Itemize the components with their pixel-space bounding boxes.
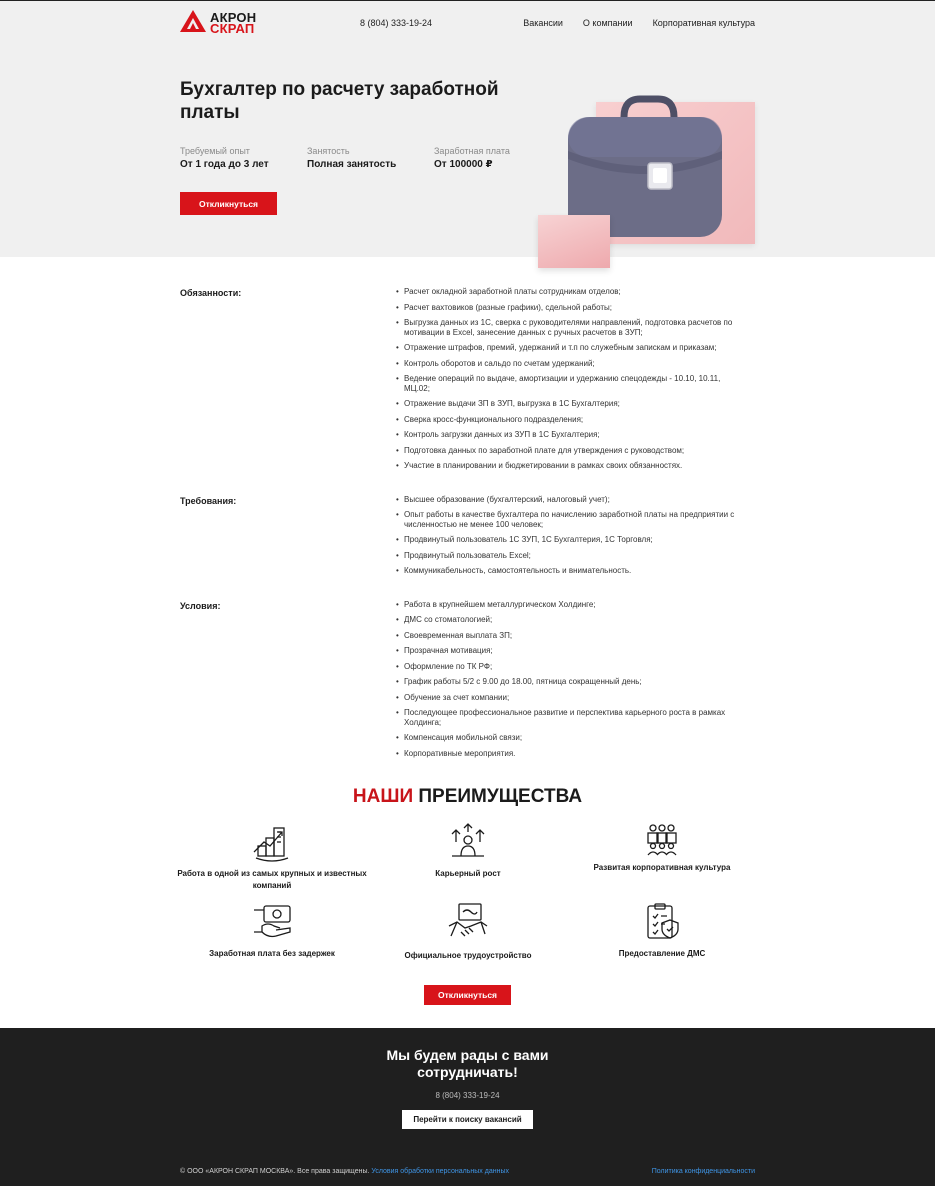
list-item: • Прозрачная мотивация; [396,646,746,656]
footer-copyright [180,1168,509,1175]
advantage-item [172,822,372,892]
site-header [180,9,755,39]
list-item: • Своевременная выплата ЗП; [396,631,746,641]
requirements-list [396,495,746,582]
fact-experience [180,146,307,170]
logo-triangle-icon [180,10,206,32]
fact-value: Полная занятость [307,159,397,170]
section-duties [180,287,755,477]
handshake-icon [447,902,489,944]
advantage-item [368,822,568,880]
list-item: • Расчет вахтовиков (разные графики), сдельной работы; [396,303,746,313]
list-item: • Сверка кросс-функционального подразделения; [396,415,746,425]
personal-data-link[interactable]: Условия обработки персональных данных [371,1168,509,1175]
fact-value: От 1 года до 3 лет [180,159,269,170]
nav-culture[interactable]: Корпоративная культура [652,18,755,28]
list-item: • График работы 5/2 с 9.00 до 18.00, пятница сокращенный день; [396,677,746,687]
list-item: • Коммуникабельность, самостоятельность и внимательность. [396,566,746,576]
salary-hand-icon [252,902,292,942]
advantage-item [562,902,762,960]
advantages-title-accent: НАШИ [352,786,414,807]
list-item: • Подготовка данных по заработной плате для утверждения с руководством; [396,446,746,456]
list-item: • Участие в планировании и бюджетировании в рамках своих обязанностях. [396,461,746,471]
advantages-title-rest: ПРЕИМУЩЕСТВА [418,786,583,807]
team-icon [644,822,680,856]
section-title: Требования: [180,495,237,506]
section-title: Условия: [180,600,221,611]
list-item: • Обучение за счет компании; [396,693,746,703]
fact-label: Требуемый опыт [180,146,250,156]
list-item: • Работа в крупнейшем металлургическом Холдинге; [396,600,746,610]
list-item: • Корпоративные мероприятия. [396,749,746,759]
footer-phone[interactable]: 8 (804) 333-19-24 [435,1091,500,1100]
advantage-item [368,902,568,962]
list-item: • Отражение выдачи ЗП в ЗУП, выгрузка в 1С Бухгалтерия; [396,399,746,409]
apply-button-bottom[interactable]: Откликнуться [424,985,511,1005]
nav-vacancies[interactable]: Вакансии [523,18,563,28]
main-nav [523,18,755,28]
career-growth-icon [448,822,488,862]
list-item: • Отражение штрафов, премий, удержаний и т.п по служебным запискам и приказам; [396,343,746,353]
insurance-shield-icon [642,902,682,942]
footer [0,1028,935,1186]
list-item: • Высшее образование (бухгалтерский, налоговый учет); [396,495,746,505]
job-details [0,257,935,764]
list-item: • ДМС со стоматологией; [396,615,746,625]
list-item: • Расчет окладной заработной платы сотрудникам отделов; [396,287,746,297]
privacy-policy-link[interactable]: Политика конфиденциальности [651,1168,755,1175]
advantages-title [0,786,935,808]
advantage-text: Предоставление ДМС [618,949,706,958]
advantage-item [562,822,762,874]
conditions-list [396,600,746,765]
list-item: • Контроль оборотов и сальдо по счетам удержаний; [396,359,746,369]
advantages-section [0,764,935,1024]
list-item: • Выгрузка данных из 1С, сверка с руководителями направлений, подготовка расчетов по мотивации в Excel, занесение данных с ручных расчетов в ЗУП; [396,318,746,337]
list-item: • Компенсация мобильной связи; [396,733,746,743]
footer-title: Мы будем рады с вами сотрудничать! [386,1047,549,1080]
list-item: • Продвинутый пользователь 1С ЗУП, 1С Бухгалтерия, 1С Торговля; [396,535,746,545]
job-facts [180,146,561,170]
fact-employment [307,146,434,170]
list-item: • Опыт работы в качестве бухгалтера по начислению заработной платы на предприятии с численностью не менее 100 человек; [396,510,746,529]
list-item: • Контроль загрузки данных из ЗУП в 1С Бухгалтерия; [396,430,746,440]
advantage-text: Карьерный рост [435,869,501,878]
fact-value: От 100000 ₽ [434,159,493,170]
section-title: Обязанности: [180,288,242,298]
nav-about[interactable]: О компании [582,18,633,28]
fact-label: Заработная плата [434,146,510,156]
advantage-text: Работа в одной из самых крупных и известных компаний [177,869,367,890]
copyright-text: © ООО «АКРОН СКРАП МОСКВА». Все права защищены. [180,1168,370,1175]
list-item: • Оформление по ТК РФ; [396,662,746,672]
hero-illustration [538,95,758,270]
duties-list [396,287,746,477]
section-requirements [180,495,755,582]
job-title: Бухгалтер по расчету заработной платы [180,79,499,123]
hero-section [0,1,935,257]
list-item: • Продвинутый пользователь Excel; [396,551,746,561]
header-phone[interactable]: 8 (804) 333-19-24 [360,18,433,28]
section-conditions [180,600,755,765]
fact-label: Занятость [307,146,350,156]
list-item: • Ведение операций по выдаче, амортизации и удержанию спецодежды - 10.10, 10.11, МЦ.02; [396,374,746,393]
advantage-text: Заработная плата без задержек [209,949,335,958]
company-logo[interactable] [180,9,260,37]
vacancy-search-button[interactable]: Перейти к поиску вакансий [402,1110,533,1129]
city-growth-icon [252,822,292,862]
logo-text-scrap: СКРАП [210,21,255,36]
apply-button[interactable]: Откликнуться [180,192,277,215]
advantage-item [172,902,372,960]
logo-text-akron: АКРОН [210,10,257,25]
advantage-text: Развитая корпоративная культура [593,863,731,872]
list-item: • Последующее профессиональное развитие и перспектива карьерного роста в рамках Холдинга; [396,708,746,727]
advantage-text: Официальное трудоустройство [404,951,532,960]
